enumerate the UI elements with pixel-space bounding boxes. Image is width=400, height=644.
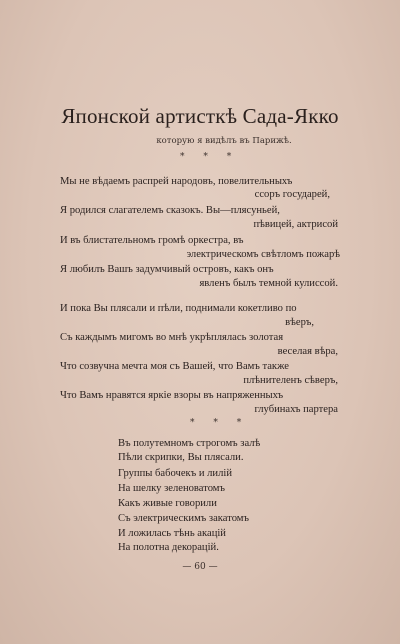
- poem-subtitle: которую я видѣлъ въ Парижѣ.: [156, 136, 292, 146]
- verse-line: Съ электрическимъ закатомъ: [118, 513, 249, 524]
- verse-line: Съ каждымъ мигомъ во мнѣ укрѣплялась золотая: [60, 332, 284, 343]
- verse-line: Мы не вѣдаемъ распрей народовъ, повелительныхъ: [60, 176, 293, 187]
- verse-line: Что Вамъ нравятся яркіе взоры въ напряженныхъ: [60, 390, 284, 401]
- verse-line: вѣеръ,: [285, 317, 314, 328]
- verse-line: Пѣли скрипки, Вы плясали.: [118, 452, 244, 463]
- verse-line: И ложилась тѣнь акацій: [118, 528, 226, 539]
- page-number: — 60 —: [182, 562, 218, 572]
- verse-line: глубинахъ партера: [254, 404, 338, 415]
- verse-line: Я родился слагателемъ сказокъ. Вы—плясуньей,: [60, 205, 280, 216]
- verse-line: плѣнителенъ сѣверъ,: [243, 375, 338, 386]
- verse-line: пѣвицей, актрисой: [253, 219, 338, 230]
- verse-line: Я любилъ Вашъ задумчивый островъ, какъ онъ: [60, 264, 274, 275]
- verse-line: электрическомъ свѣтломъ пожарѣ: [186, 249, 340, 260]
- verse-line: На шелку зеленоватомъ: [118, 483, 225, 494]
- separator-top: * * *: [180, 152, 240, 162]
- separator-middle: * * *: [190, 418, 250, 428]
- verse-line: Какъ живые говорили: [118, 498, 217, 509]
- verse-line: На полотна декорацій.: [118, 542, 219, 553]
- poem-title: Японской артисткѣ Сада-Якко: [61, 104, 339, 128]
- verse-line: ссоръ государей,: [254, 189, 330, 200]
- verse-line: веселая вѣра,: [277, 346, 338, 357]
- verse-line: И въ блистательномъ громѣ оркестра, въ: [60, 235, 244, 246]
- verse-line: Что созвучна мечта моя съ Вашей, что Вамъ также: [60, 361, 289, 372]
- verse-line: Въ полутемномъ строгомъ залѣ: [118, 438, 261, 449]
- verse-line: явленъ былъ темной кулиссой.: [199, 278, 338, 289]
- verse-line: Группы бабочекъ и лилій: [118, 468, 232, 479]
- verse-line: И пока Вы плясали и пѣли, поднимали кокетливо по: [60, 303, 297, 314]
